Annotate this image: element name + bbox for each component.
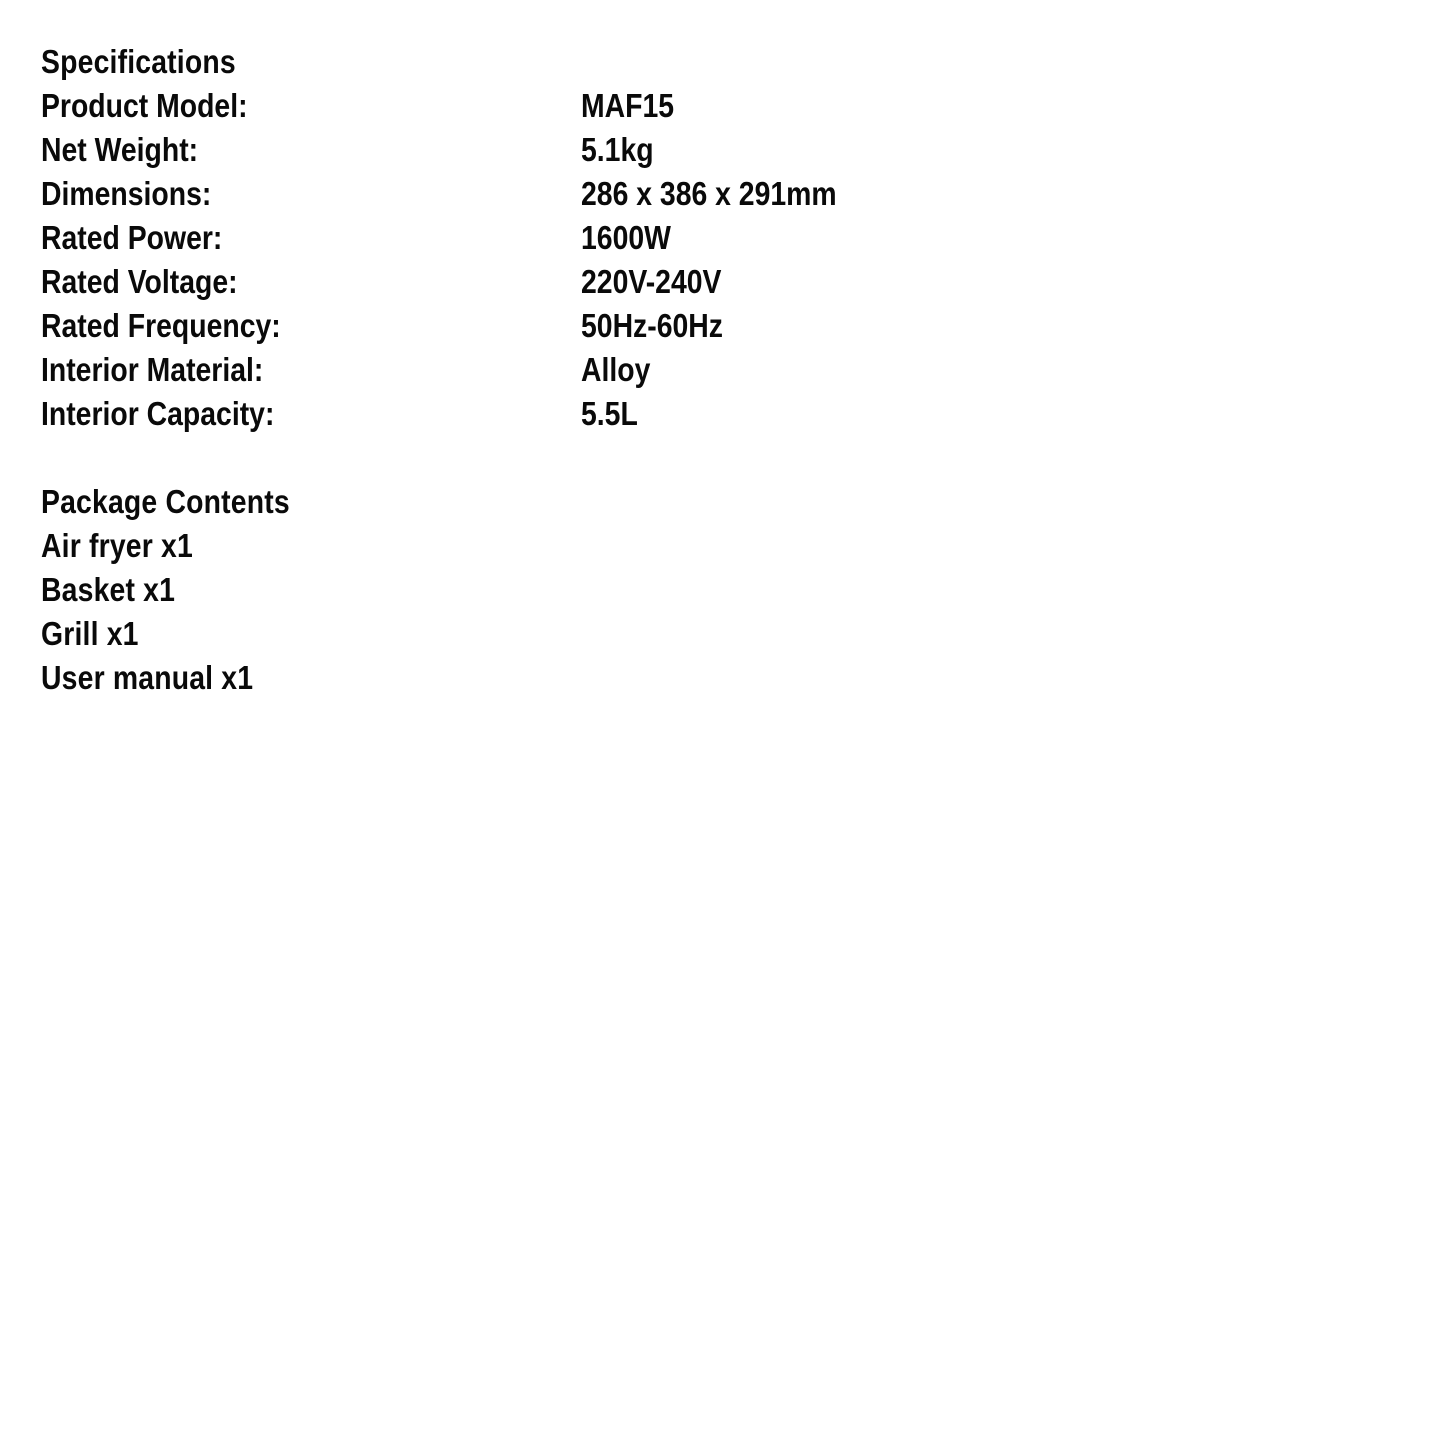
spec-label: Interior Capacity: bbox=[41, 395, 275, 432]
spec-row-rated-power bbox=[41, 216, 1401, 260]
spec-sheet bbox=[41, 40, 1401, 700]
spec-value: 286 x 386 x 291mm bbox=[581, 175, 837, 212]
spec-label: Net Weight: bbox=[41, 131, 199, 168]
spec-label: Rated Power: bbox=[41, 219, 223, 256]
spec-row-interior-material bbox=[41, 348, 1401, 392]
spec-row-rated-frequency bbox=[41, 304, 1401, 348]
package-item: Grill x1 bbox=[41, 615, 139, 652]
section-spacer bbox=[41, 436, 1401, 480]
package-item: Air fryer x1 bbox=[41, 527, 193, 564]
spec-label: Rated Voltage: bbox=[41, 263, 238, 300]
spec-row-interior-capacity bbox=[41, 392, 1401, 436]
package-contents-heading: Package Contents bbox=[41, 483, 290, 520]
spec-row-net-weight bbox=[41, 128, 1401, 172]
spec-value: Alloy bbox=[581, 351, 651, 388]
spec-value: 1600W bbox=[581, 219, 671, 256]
spec-label: Interior Material: bbox=[41, 351, 264, 388]
package-item: Basket x1 bbox=[41, 571, 176, 608]
spec-value: 5.5L bbox=[581, 395, 638, 432]
spec-label: Dimensions: bbox=[41, 175, 212, 212]
spec-row-rated-voltage bbox=[41, 260, 1401, 304]
package-item: User manual x1 bbox=[41, 659, 254, 696]
spec-value: MAF15 bbox=[581, 87, 675, 124]
spec-value: 50Hz-60Hz bbox=[581, 307, 723, 344]
spec-label: Product Model: bbox=[41, 87, 248, 124]
spec-label: Rated Frequency: bbox=[41, 307, 281, 344]
spec-value: 5.1kg bbox=[581, 131, 654, 168]
spec-value: 220V-240V bbox=[581, 263, 722, 300]
spec-row-dimensions bbox=[41, 172, 1401, 216]
specifications-heading: Specifications bbox=[41, 43, 236, 80]
spec-row-product-model bbox=[41, 84, 1401, 128]
